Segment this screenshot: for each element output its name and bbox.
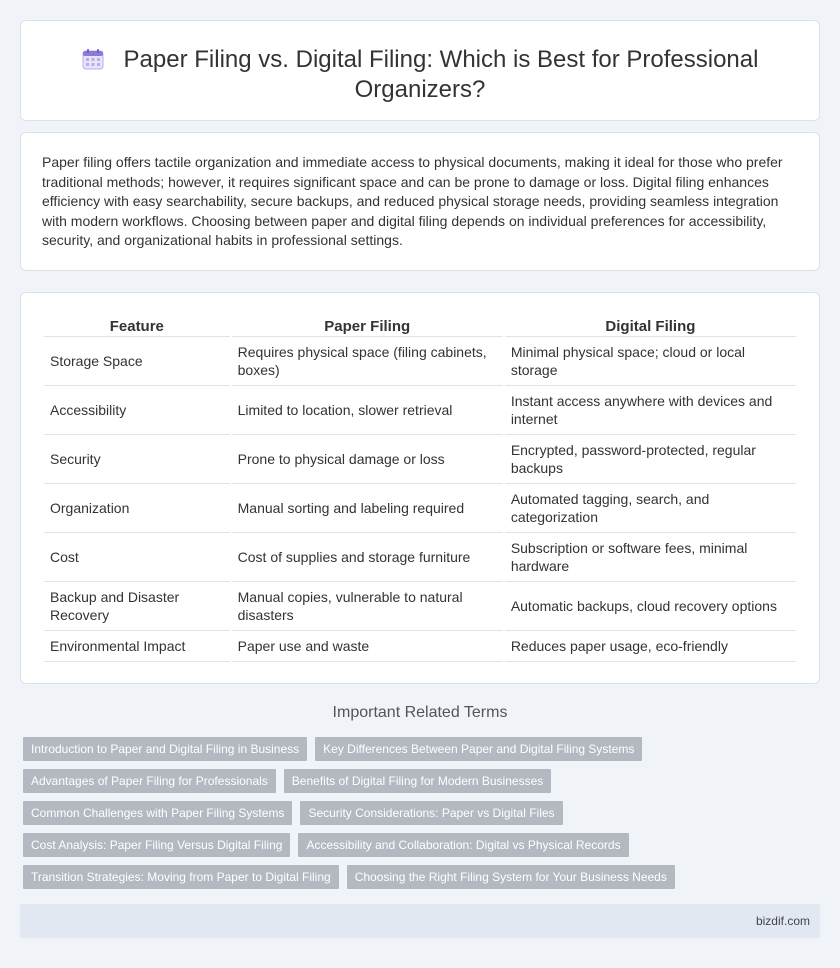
table-row <box>44 386 796 435</box>
related-term-link[interactable]: Cost Analysis: Paper Filing Versus Digital Filing <box>23 833 290 857</box>
related-term-link[interactable]: Introduction to Paper and Digital Filing in Business <box>23 737 307 761</box>
footer <box>20 904 820 938</box>
feature-cell: Organization <box>44 484 230 533</box>
feature-cell: Environmental Impact <box>44 631 230 662</box>
feature-cell: Backup and Disaster Recovery <box>44 582 230 631</box>
digital-cell: Instant access anywhere with devices and internet <box>505 386 796 435</box>
feature-cell: Accessibility <box>44 386 230 435</box>
tag-row <box>23 769 813 793</box>
calendar-icon <box>82 48 104 70</box>
related-terms-list <box>23 737 813 897</box>
paper-cell: Paper use and waste <box>232 631 503 662</box>
header-card <box>20 20 820 121</box>
table-row <box>44 484 796 533</box>
table-header-row <box>44 315 796 337</box>
related-term-link[interactable]: Transition Strategies: Moving from Paper to Digital Filing <box>23 865 339 889</box>
related-term-link[interactable]: Key Differences Between Paper and Digital Filing Systems <box>315 737 642 761</box>
feature-cell: Security <box>44 435 230 484</box>
digital-cell: Subscription or software fees, minimal hardware <box>505 533 796 582</box>
feature-cell: Cost <box>44 533 230 582</box>
table-row <box>44 582 796 631</box>
tag-row <box>23 865 813 889</box>
paper-cell: Manual sorting and labeling required <box>232 484 503 533</box>
tag-row <box>23 801 813 825</box>
intro-paragraph: Paper filing offers tactile organization and immediate access to physical documents, making it ideal for those who prefer traditional methods; however, it requires significant space and can be prone to damage or loss. Digital filing enhances efficiency with easy searchability, secure backups, and reduced physical storage needs, providing seamless integration with modern workflows. Choosing between paper and digital filing depends on individual preferences for accessibility, security, and organizational habits in professional settings. <box>42 154 783 249</box>
related-term-link[interactable]: Benefits of Digital Filing for Modern Businesses <box>284 769 551 793</box>
header-paper-filing: Paper Filing <box>232 315 503 337</box>
related-term-link[interactable]: Accessibility and Collaboration: Digital vs Physical Records <box>298 833 628 857</box>
digital-cell: Automated tagging, search, and categorization <box>505 484 796 533</box>
table-row <box>44 337 796 386</box>
page-title: Paper Filing vs. Digital Filing: Which is Best for Professional Organizers? <box>123 46 759 103</box>
header-digital-filing: Digital Filing <box>505 315 796 337</box>
digital-cell: Encrypted, password-protected, regular backups <box>505 435 796 484</box>
footer-site-link[interactable]: bizdif.com <box>755 914 810 928</box>
table-row <box>44 435 796 484</box>
comparison-table <box>42 315 798 662</box>
header-feature: Feature <box>44 315 230 337</box>
feature-cell: Storage Space <box>44 337 230 386</box>
related-term-link[interactable]: Security Considerations: Paper vs Digital Files <box>300 801 562 825</box>
digital-cell: Minimal physical space; cloud or local storage <box>505 337 796 386</box>
digital-cell: Reduces paper usage, eco-friendly <box>505 631 796 662</box>
comparison-table-card <box>20 292 820 684</box>
related-term-link[interactable]: Common Challenges with Paper Filing Systems <box>23 801 292 825</box>
digital-cell: Automatic backups, cloud recovery options <box>505 582 796 631</box>
related-terms-title: Important Related Terms <box>332 704 508 721</box>
paper-cell: Requires physical space (filing cabinets, boxes) <box>232 337 503 386</box>
table-row <box>44 631 796 662</box>
paper-cell: Manual copies, vulnerable to natural disasters <box>232 582 503 631</box>
paper-cell: Prone to physical damage or loss <box>232 435 503 484</box>
related-term-link[interactable]: Choosing the Right Filing System for Your Business Needs <box>347 865 675 889</box>
intro-card <box>20 132 820 271</box>
table-row <box>44 533 796 582</box>
tag-row <box>23 833 813 857</box>
paper-cell: Cost of supplies and storage furniture <box>232 533 503 582</box>
paper-cell: Limited to location, slower retrieval <box>232 386 503 435</box>
related-term-link[interactable]: Advantages of Paper Filing for Professionals <box>23 769 276 793</box>
tag-row <box>23 737 813 761</box>
page-title-wrap <box>21 45 819 105</box>
